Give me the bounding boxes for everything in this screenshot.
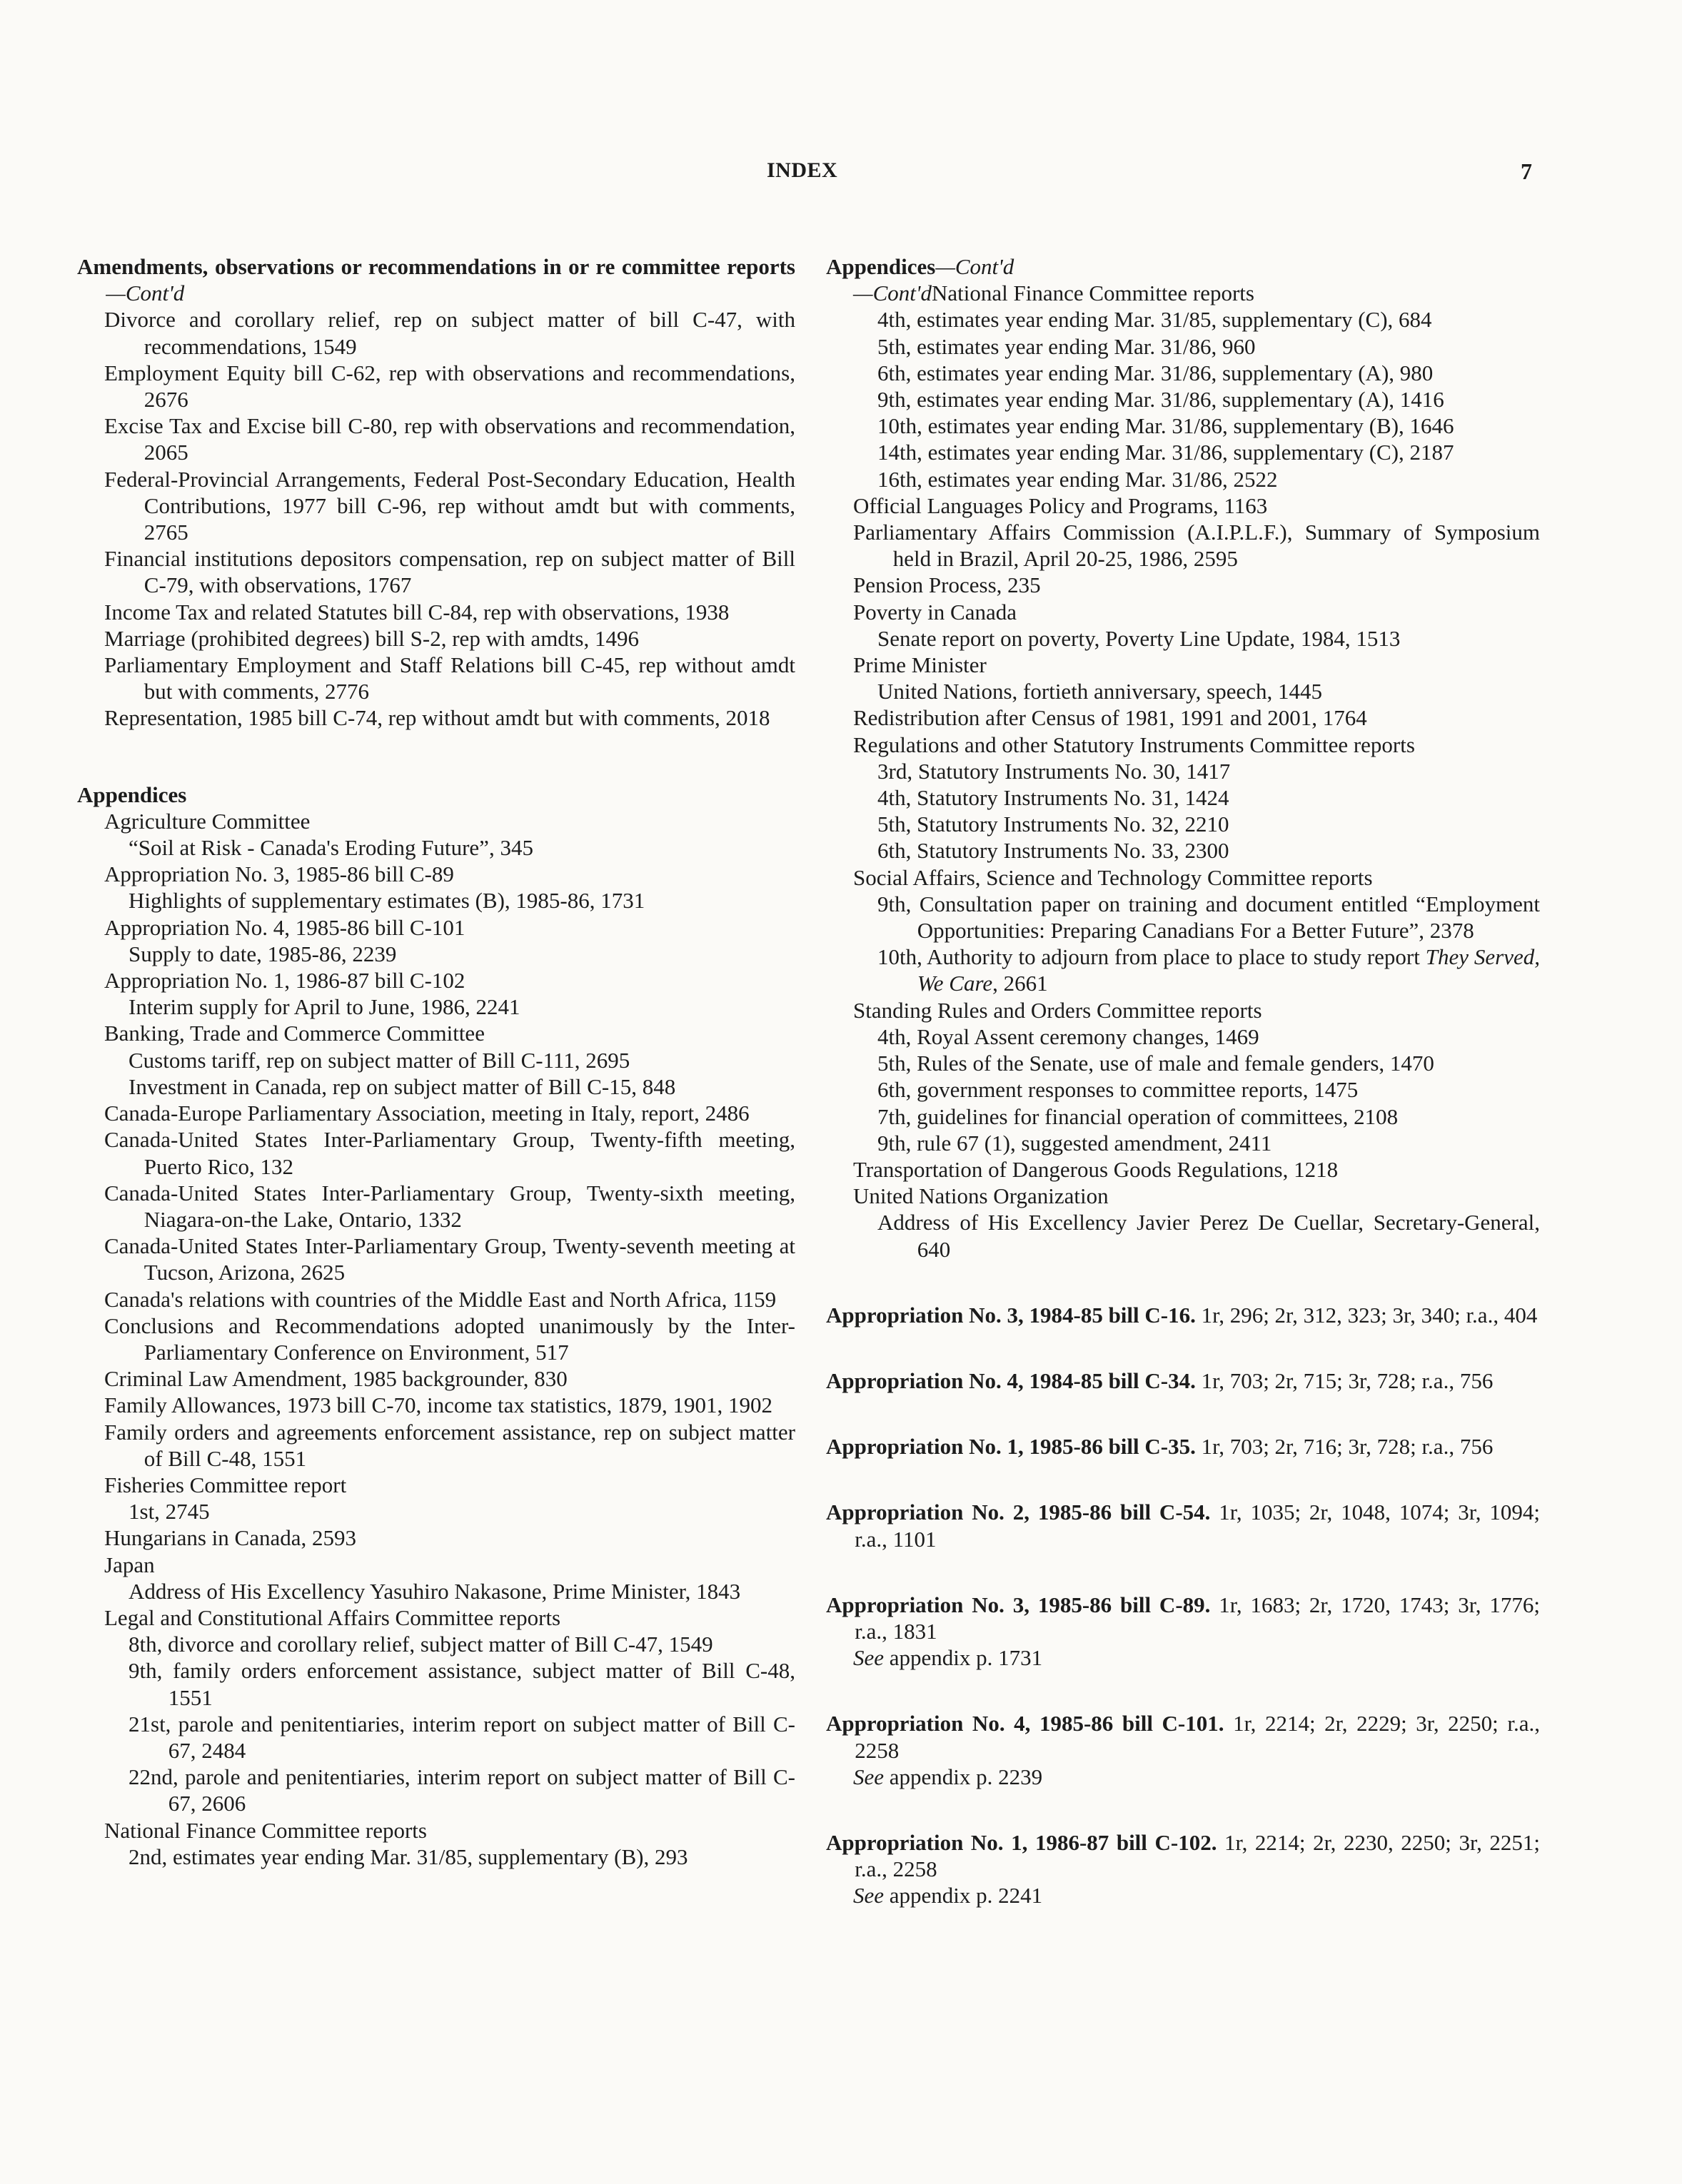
heading-term: Appropriation No. 1, 1986-87 bill C-102. — [826, 1829, 1217, 1855]
entry-spacer — [826, 1263, 1540, 1302]
entry-text: Japan — [104, 1552, 155, 1577]
index-subentry — [826, 784, 1540, 811]
index-subentry — [826, 360, 1540, 386]
entry-text: appendix p. 2239 — [884, 1764, 1043, 1789]
heading-term: Appropriation No. 3, 1984-85 bill C-16. — [826, 1302, 1196, 1328]
index-subentry — [826, 1644, 1540, 1671]
entry-text: Standing Rules and Orders Committee reports — [853, 997, 1262, 1023]
entry-text: 1r, 296; 2r, 312, 323; 3r, 340; r.a., 404 — [1195, 1302, 1538, 1328]
continued-marker: —Cont'd — [935, 254, 1014, 279]
see-reference: See — [853, 1883, 885, 1909]
entry-text: 9th, rule 67 (1), suggested amendment, 2411 — [877, 1130, 1272, 1156]
index-heading — [826, 1829, 1540, 1882]
index-subentry — [77, 1126, 795, 1179]
index-subentry — [826, 1209, 1540, 1262]
entry-text: Appropriation No. 1, 1986-87 bill C-102 — [104, 968, 465, 994]
entry-spacer — [826, 1394, 1540, 1433]
heading-term: Appropriation No. 4, 1984-85 bill C-34. — [826, 1367, 1196, 1393]
heading-term: Appropriation No. 2, 1985-86 bill C-54. — [826, 1500, 1211, 1525]
entry-text: Redistribution after Census of 1981, 1991 and 2001, 1764 — [853, 705, 1367, 731]
entry-spacer — [826, 1552, 1540, 1592]
see-reference: See — [853, 1645, 885, 1671]
entry-text: 1r, 703; 2r, 715; 3r, 728; r.a., 756 — [1195, 1367, 1494, 1393]
report-title: They Served, We Care — [917, 944, 1540, 996]
entry-text: 1r, 2214; 2r, 2230, 2250; 3r, 2251; r.a., 2258 — [855, 1829, 1541, 1882]
index-subentry — [77, 599, 795, 625]
index-subentry — [826, 1156, 1540, 1183]
entry-spacer — [826, 1671, 1540, 1710]
entry-text: Family Allowances, 1973 bill C-70, income tax statistics, 1879, 1901, 1902 — [104, 1392, 772, 1418]
index-subentry — [826, 678, 1540, 704]
entry-text: 6th, estimates year ending Mar. 31/86, supplementary (A), 980 — [877, 360, 1434, 385]
index-subentry — [77, 1764, 795, 1816]
entry-text: 6th, government responses to committee reports, 1475 — [877, 1077, 1359, 1103]
index-subentry — [826, 466, 1540, 492]
entry-text: 10th, estimates year ending Mar. 31/86, supplementary (B), 1646 — [877, 413, 1454, 439]
index-subentry — [77, 1313, 795, 1365]
index-subentry — [77, 914, 795, 941]
entry-text: Income Tax and related Statutes bill C-84, rep with observations, 1938 — [104, 599, 730, 625]
index-subentry — [826, 439, 1540, 465]
index-subentry — [77, 967, 795, 994]
entry-text: 10th, Authority to adjourn from place to place to study report — [877, 944, 1420, 970]
heading-term: Appropriation No. 1, 1985-86 bill C-35. — [826, 1434, 1196, 1460]
index-subentry — [77, 545, 795, 598]
entry-text: Transportation of Dangerous Goods Regulations, 1218 — [853, 1156, 1339, 1182]
entry-text: Canada-Europe Parliamentary Association, meeting in Italy, report, 2486 — [104, 1101, 750, 1126]
entry-text: appendix p. 1731 — [884, 1645, 1043, 1671]
entry-text: 9th, family orders enforcement assistance, subject matter of Bill C-48, 1551 — [129, 1658, 795, 1710]
right-index-column — [826, 253, 1540, 1909]
index-heading — [826, 1499, 1540, 1552]
entry-text: “Soil at Risk - Canada's Eroding Future”, 345 — [129, 835, 533, 861]
entry-text: 9th, estimates year ending Mar. 31/86, supplementary (A), 1416 — [877, 387, 1444, 413]
index-subentry — [826, 519, 1540, 572]
page-number: 7 — [1521, 158, 1532, 184]
entry-text: Pension Process, 235 — [853, 572, 1041, 598]
entry-text: Federal-Provincial Arrangements, Federal Post-Secondary Education, Health Contributions, 1977 bill C-96, rep without amdt but with comments, 2765 — [104, 466, 795, 545]
entry-text: Fisheries Committee report — [104, 1472, 347, 1497]
index-subentry — [826, 704, 1540, 731]
index-heading — [826, 253, 1540, 280]
index-subentry — [826, 1050, 1540, 1076]
index-subentry — [77, 1498, 795, 1525]
index-subentry — [77, 360, 795, 413]
entry-spacer — [77, 732, 795, 782]
heading-term: Amendments, observations or recommendations in or re committee reports — [77, 254, 795, 279]
index-subentry — [826, 891, 1540, 944]
index-subentry — [826, 1882, 1540, 1909]
index-subentry — [77, 1844, 795, 1870]
continued-marker: —Cont'd — [106, 280, 185, 306]
index-subentry — [826, 1130, 1540, 1156]
index-subentry — [77, 1525, 795, 1551]
entry-text: Canada-United States Inter-Parliamentary Group, Twenty-sixth meeting, Niagara-on-the Lake, Ontario, 1332 — [104, 1180, 795, 1232]
index-subentry — [826, 1076, 1540, 1103]
entry-text: 8th, divorce and corollary relief, subject matter of Bill C-47, 1549 — [129, 1632, 713, 1657]
entry-text: 3rd, Statutory Instruments No. 30, 1417 — [877, 758, 1231, 784]
index-subentry — [77, 1365, 795, 1392]
entry-text: 22nd, parole and penitentiaries, interim report on subject matter of Bill C-67, 2606 — [129, 1764, 795, 1816]
entry-text: 16th, estimates year ending Mar. 31/86, 2522 — [877, 466, 1278, 492]
entry-text: Poverty in Canada — [853, 599, 1017, 625]
entry-text: Address of His Excellency Yasuhiro Nakasone, Prime Minister, 1843 — [129, 1578, 741, 1604]
entry-text: Prime Minister — [853, 652, 987, 678]
running-title: INDEX — [767, 158, 838, 182]
index-subentry — [77, 861, 795, 887]
index-subentry — [826, 599, 1540, 625]
entry-text: Marriage (prohibited degrees) bill S-2, rep with amdts, 1496 — [104, 625, 639, 651]
entry-text: Official Languages Policy and Programs, 1163 — [853, 492, 1268, 518]
index-subentry — [77, 1419, 795, 1472]
entry-text: 4th, estimates year ending Mar. 31/85, supplementary (C), 684 — [877, 307, 1432, 333]
entry-text: Social Affairs, Science and Technology Committee reports — [853, 864, 1373, 890]
index-heading — [826, 1592, 1540, 1644]
entry-text: Highlights of supplementary estimates (B), 1985-86, 1731 — [129, 888, 645, 914]
entry-text: Financial institutions depositors compensation, rep on subject matter of Bill C-79, with observations, 1767 — [104, 546, 795, 598]
left-index-column — [77, 253, 795, 1870]
entry-text: Canada-United States Inter-Parliamentary Group, Twenty-fifth meeting, Puerto Rico, 132 — [104, 1127, 795, 1179]
index-subentry — [77, 1100, 795, 1126]
index-subentry — [826, 1103, 1540, 1130]
entry-text: Criminal Law Amendment, 1985 backgrounder, 830 — [104, 1366, 568, 1392]
entry-text: Regulations and other Statutory Instruments Committee reports — [853, 732, 1415, 757]
index-heading — [77, 782, 795, 808]
entry-text: 14th, estimates year ending Mar. 31/86, supplementary (C), 2187 — [877, 440, 1454, 465]
index-heading — [826, 1710, 1540, 1763]
entry-text: 1r, 1683; 2r, 1720, 1743; 3r, 1776; r.a., 1831 — [855, 1592, 1540, 1644]
index-subentry — [826, 837, 1540, 864]
entry-text: Address of His Excellency Javier Perez De Cuellar, Secretary-General, 640 — [877, 1210, 1540, 1262]
entry-text: Legal and Constitutional Affairs Committee reports — [104, 1604, 561, 1630]
index-subentry — [826, 625, 1540, 652]
index-subentry — [826, 652, 1540, 678]
entry-text: 5th, Statutory Instruments No. 32, 2210 — [877, 812, 1229, 837]
entry-text: Parliamentary Employment and Staff Relations bill C-45, rep without amdt but with comments, 2776 — [104, 652, 795, 704]
entry-text: Investment in Canada, rep on subject matter of Bill C-15, 848 — [129, 1073, 676, 1099]
index-subentry — [826, 1764, 1540, 1790]
index-subentry — [77, 466, 795, 546]
entry-text: 4th, Royal Assent ceremony changes, 1469 — [877, 1023, 1259, 1049]
index-subentry — [77, 1631, 795, 1657]
entry-text: Parliamentary Affairs Commission (A.I.P.L.F.), Summary of Symposium held in Brazil, April 20-25, 1986, 2595 — [853, 520, 1540, 572]
entry-text: United Nations, fortieth anniversary, speech, 1445 — [877, 679, 1322, 704]
entry-text: 1r, 703; 2r, 716; 3r, 728; r.a., 756 — [1195, 1434, 1494, 1460]
entry-text: United Nations Organization — [853, 1183, 1109, 1209]
index-subentry — [77, 413, 795, 465]
index-subentry — [826, 306, 1540, 333]
index-subentry — [826, 572, 1540, 598]
entry-text: Conclusions and Recommendations adopted unanimously by the Inter-Parliamentary Conference on Environment, 517 — [104, 1313, 795, 1365]
index-subentry — [77, 994, 795, 1020]
index-subentry — [826, 758, 1540, 784]
index-subentry — [826, 413, 1540, 439]
index-subentry — [77, 887, 795, 914]
entry-spacer — [826, 1328, 1540, 1367]
index-subentry — [77, 625, 795, 652]
entry-text: Senate report on poverty, Poverty Line Update, 1984, 1513 — [877, 625, 1401, 651]
entry-text: 1st, 2745 — [129, 1499, 210, 1525]
index-subentry — [77, 1578, 795, 1604]
entry-text: 5th, Rules of the Senate, use of male and female genders, 1470 — [877, 1051, 1434, 1076]
entry-text: Appropriation No. 3, 1985-86 bill C-89 — [104, 861, 454, 887]
entry-text: Divorce and corollary relief, rep on subject matter of bill C-47, with recommendations, 1549 — [104, 307, 795, 359]
index-subentry — [826, 386, 1540, 413]
index-subentry — [826, 732, 1540, 758]
index-subentry — [77, 1392, 795, 1418]
entry-text: Hungarians in Canada, 2593 — [104, 1525, 356, 1551]
see-reference: —Cont'd — [853, 280, 932, 306]
index-subentry — [77, 1286, 795, 1313]
index-subentry — [77, 1604, 795, 1631]
index-subentry — [826, 1023, 1540, 1050]
entry-text: appendix p. 2241 — [884, 1883, 1043, 1909]
entry-text: National Finance Committee reports — [931, 280, 1254, 306]
entry-text: Employment Equity bill C-62, rep with observations and recommendations, 2676 — [104, 360, 795, 413]
entry-text: 1r, 2214; 2r, 2229; 3r, 2250; r.a., 2258 — [855, 1711, 1540, 1763]
entry-text: 6th, Statutory Instruments No. 33, 2300 — [877, 838, 1229, 864]
index-heading — [826, 1302, 1540, 1328]
index-subentry — [77, 1552, 795, 1578]
index-subentry — [826, 864, 1540, 891]
entry-text: Banking, Trade and Commerce Committee — [104, 1021, 485, 1046]
entry-spacer — [826, 1790, 1540, 1829]
index-subentry — [77, 834, 795, 861]
heading-term: Appropriation No. 3, 1985-86 bill C-89. — [826, 1592, 1211, 1617]
entry-text: Customs tariff, rep on subject matter of Bill C-111, 2695 — [129, 1047, 630, 1073]
entry-text: 1r, 1035; 2r, 1048, 1074; 3r, 1094; r.a., 1101 — [855, 1500, 1540, 1552]
index-subentry — [77, 1711, 795, 1764]
entry-text: 2nd, estimates year ending Mar. 31/85, supplementary (B), 293 — [129, 1844, 688, 1869]
entry-text: Appropriation No. 4, 1985-86 bill C-101 — [104, 914, 465, 940]
entry-text: Interim supply for April to June, 1986, 2241 — [129, 994, 520, 1020]
index-subentry — [77, 1180, 795, 1233]
entry-text: Canada's relations with countries of the Middle East and North Africa, 1159 — [104, 1286, 777, 1312]
entry-text: 5th, estimates year ending Mar. 31/86, 960 — [877, 333, 1256, 359]
index-subentry — [826, 944, 1540, 996]
entry-text: Agriculture Committee — [104, 808, 311, 834]
index-subentry — [77, 1817, 795, 1844]
entry-text: Canada-United States Inter-Parliamentary Group, Twenty-seventh meeting at Tucson, Arizona, 2625 — [104, 1233, 795, 1285]
index-subentry — [826, 280, 1540, 306]
entry-text: Excise Tax and Excise bill C-80, rep with observations and recommendation, 2065 — [104, 413, 795, 465]
index-subentry — [826, 997, 1540, 1023]
index-subentry — [77, 1233, 795, 1285]
entry-spacer — [826, 1460, 1540, 1499]
index-subentry — [77, 1047, 795, 1073]
index-heading — [826, 1433, 1540, 1460]
heading-term: Appropriation No. 4, 1985-86 bill C-101. — [826, 1711, 1224, 1736]
index-subentry — [826, 1183, 1540, 1209]
index-subentry — [826, 333, 1540, 360]
index-subentry — [826, 811, 1540, 837]
entry-text: Supply to date, 1985-86, 2239 — [129, 941, 397, 966]
heading-term: Appendices — [826, 254, 936, 279]
index-subentry — [77, 808, 795, 834]
index-subentry — [77, 652, 795, 704]
index-heading — [77, 253, 795, 306]
index-subentry — [77, 1472, 795, 1498]
heading-term: Appendices — [77, 782, 187, 807]
entry-text: 9th, Consultation paper on training and document entitled “Employment Opportunities: Preparing Canadians For a Better Future”, 2378 — [877, 891, 1540, 944]
entry-text: Representation, 1985 bill C-74, rep without amdt but with comments, 2018 — [104, 705, 770, 731]
entry-text: 21st, parole and penitentiaries, interim report on subject matter of Bill C-67, 2484 — [129, 1711, 795, 1763]
index-subentry — [826, 492, 1540, 519]
index-subentry — [77, 1657, 795, 1710]
index-subentry — [77, 704, 795, 731]
entry-text: 4th, Statutory Instruments No. 31, 1424 — [877, 785, 1229, 811]
page-header — [0, 158, 1682, 194]
index-subentry — [77, 941, 795, 967]
entry-text: National Finance Committee reports — [104, 1817, 427, 1843]
index-subentry — [77, 306, 795, 359]
page-reference: , 2661 — [992, 971, 1048, 996]
index-subentry — [77, 1020, 795, 1046]
see-reference: See — [853, 1764, 885, 1789]
index-subentry — [77, 1073, 795, 1100]
entry-text: Family orders and agreements enforcement assistance, rep on subject matter of Bill C-48, 1551 — [104, 1419, 795, 1471]
entry-text: 7th, guidelines for financial operation of committees, 2108 — [877, 1103, 1399, 1129]
index-heading — [826, 1367, 1540, 1394]
